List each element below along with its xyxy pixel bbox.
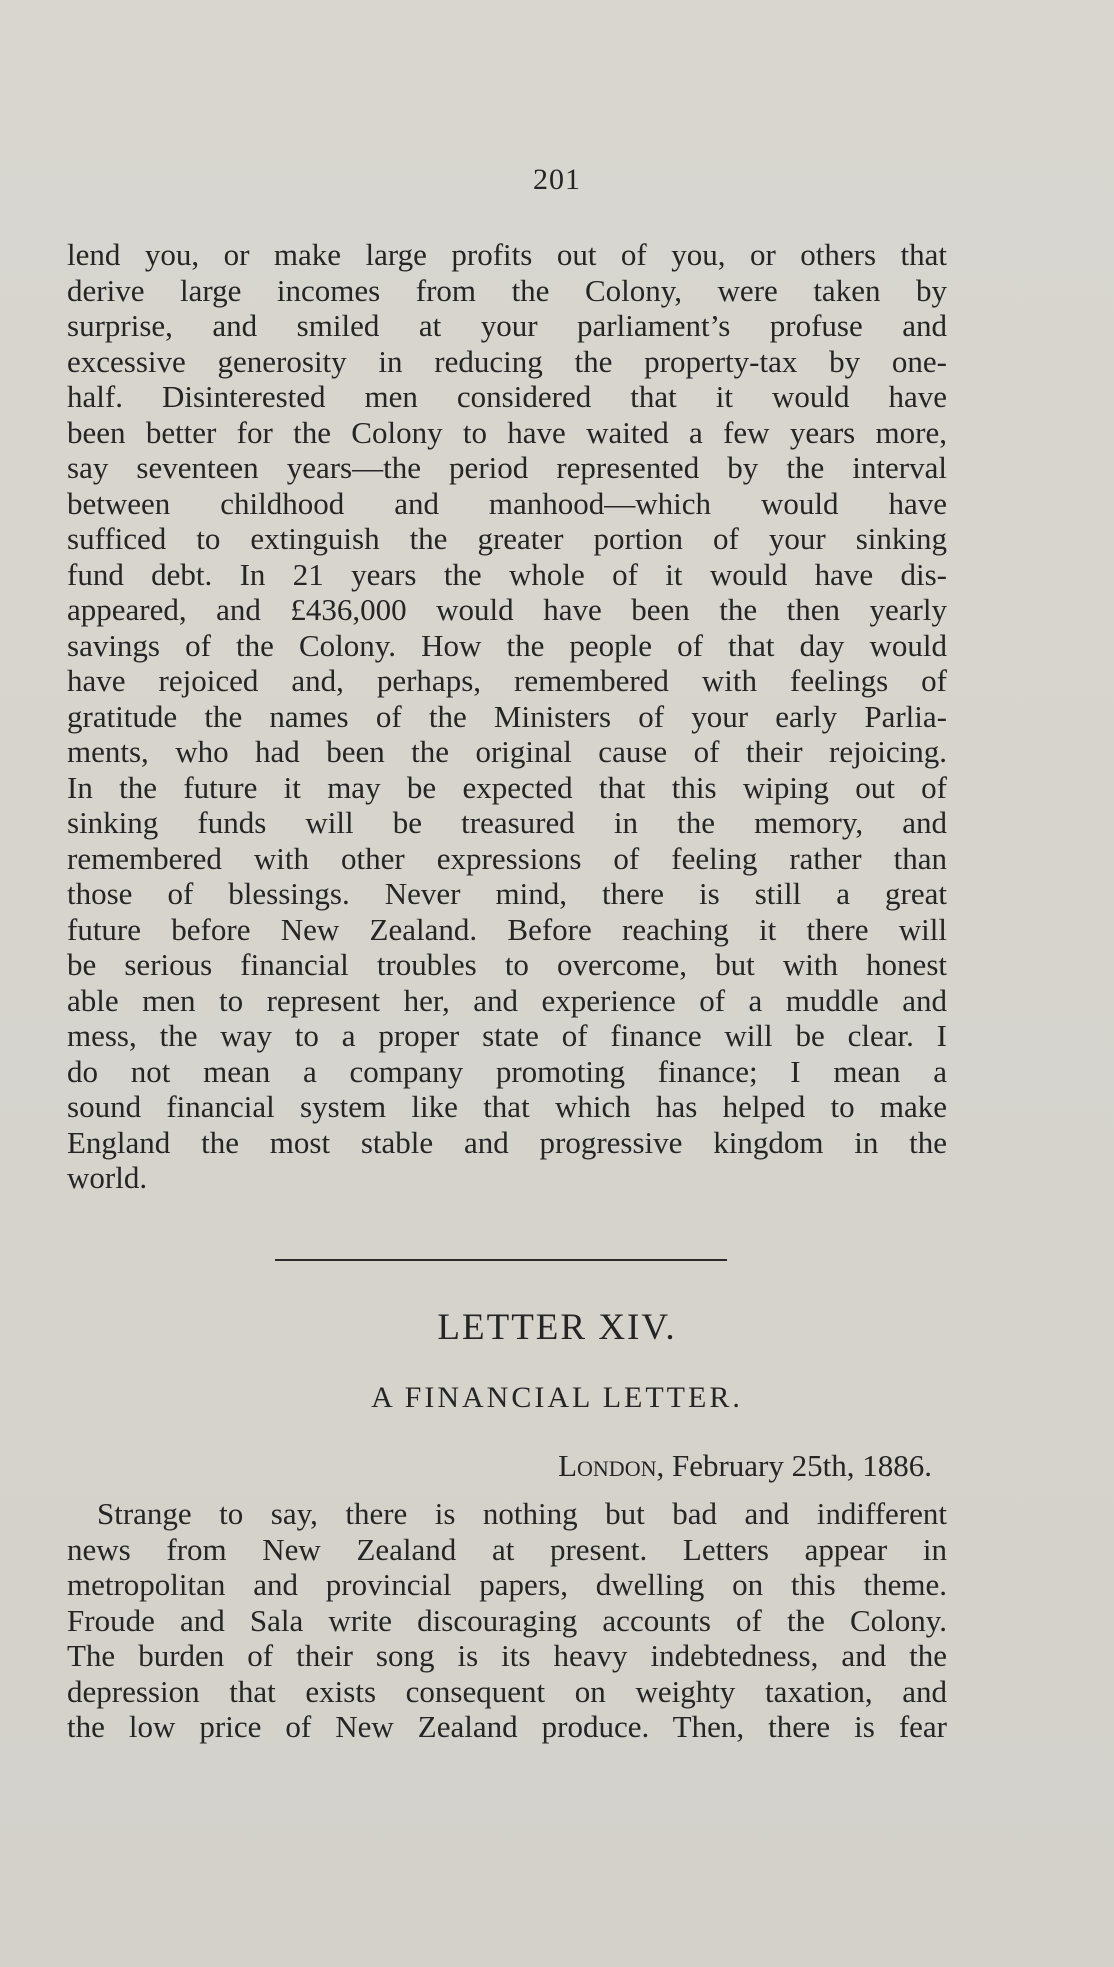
text-line: gratitude the names of the Ministers of your early Parlia-: [67, 698, 947, 734]
section-divider: [275, 1259, 727, 1261]
text-line: do not mean a company promoting finance; I mean a: [67, 1053, 947, 1089]
text-line: mess, the way to a proper state of finance will be clear. I: [67, 1018, 947, 1053]
text-line: England the most stable and progressive kingdom in the: [67, 1124, 947, 1160]
text-line: ments, who had been the original cause of their rejoicing.: [67, 734, 947, 769]
dateline: [0, 1448, 932, 1484]
text-line: news from New Zealand at present. Letters appear in: [67, 1531, 947, 1567]
text-line: been better for the Colony to have waited a few years more,: [67, 414, 947, 450]
text-line: In the future it may be expected that this wiping out of: [67, 769, 947, 805]
text-line: the low price of New Zealand produce. Then, there is fear: [67, 1709, 947, 1744]
text-line: able men to represent her, and experience of a muddle and: [67, 982, 947, 1018]
text-line: future before New Zealand. Before reaching it there will: [67, 911, 947, 947]
text-line: those of blessings. Never mind, there is still a great: [67, 876, 947, 911]
text-line: sufficed to extinguish the greater portion of your sinking: [67, 521, 947, 556]
text-line: say seventeen years—the period represented by the interval: [67, 450, 947, 485]
page-number: 201: [533, 163, 581, 196]
dateline-date: February 25th, 1886.: [664, 1448, 932, 1483]
text-line: between childhood and manhood—which would have: [67, 485, 947, 521]
text-line: savings of the Colony. How the people of that day would: [67, 627, 947, 663]
text-line: The burden of their song is its heavy indebtedness, and the: [67, 1638, 947, 1673]
text-line: remembered with other expressions of feeling rather than: [67, 840, 947, 876]
text-line: derive large incomes from the Colony, were taken by: [67, 272, 947, 308]
text-line: Froude and Sala write discouraging accounts of the Colony.: [67, 1602, 947, 1638]
text-line: Strange to say, there is nothing but bad and indifferent: [97, 1496, 947, 1531]
letter-subheading: A FINANCIAL LETTER.: [371, 1381, 743, 1414]
dateline-place: London,: [558, 1448, 665, 1483]
text-line: world.: [67, 1160, 148, 1195]
paragraph-continued: [67, 237, 947, 1196]
text-line: excessive generosity in reducing the property-tax by one-: [67, 343, 947, 379]
text-line: appeared, and £436,000 would have been the then yearly: [67, 592, 947, 627]
letter-paragraph: [67, 1496, 947, 1745]
text-line: half. Disinterested men considered that it would have: [67, 379, 947, 414]
text-line: have rejoiced and, perhaps, remembered with feelings of: [67, 663, 947, 698]
text-line: sinking funds will be treasured in the memory, and: [67, 805, 947, 840]
letter-heading: LETTER XIV.: [437, 1307, 677, 1348]
text-line: fund debt. In 21 years the whole of it would have dis-: [67, 556, 947, 592]
text-line: metropolitan and provincial papers, dwelling on this theme.: [67, 1567, 947, 1602]
text-line: surprise, and smiled at your parliament’s profuse and: [67, 308, 947, 343]
text-line: lend you, or make large profits out of you, or others that: [67, 237, 947, 272]
text-line: depression that exists consequent on weighty taxation, and: [67, 1673, 947, 1709]
text-line: be serious financial troubles to overcome, but with honest: [67, 947, 947, 982]
text-line: sound financial system like that which has helped to make: [67, 1089, 947, 1124]
